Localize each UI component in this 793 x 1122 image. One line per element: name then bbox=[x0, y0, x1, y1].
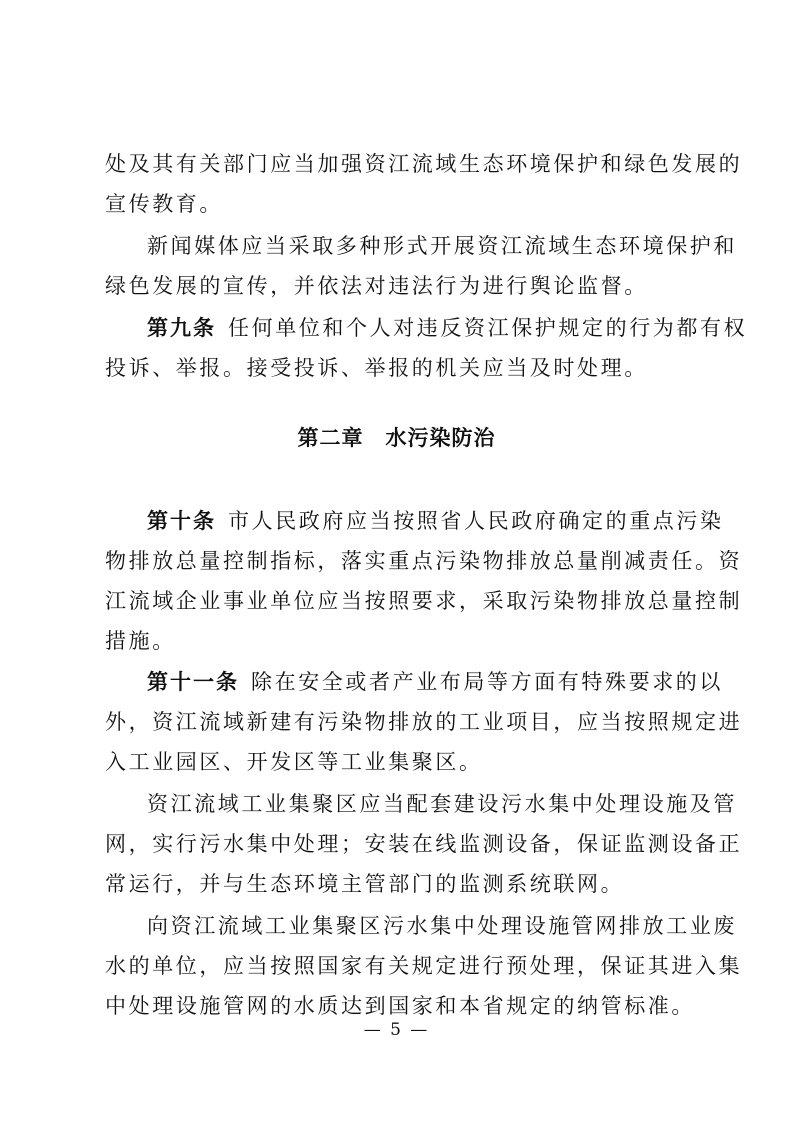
article-9-line: 第九条 任何单位和个人对违反资江保护规定的行为都有权 bbox=[147, 316, 748, 340]
article-number: 第九条 bbox=[147, 316, 216, 340]
body-line: 新闻媒体应当采取多种形式开展资江流域生态环境保护和 bbox=[147, 234, 737, 258]
body-line: 常运行，并与生态环境主管部门的监测系统联网。 bbox=[105, 872, 625, 896]
body-line: 网，实行污水集中处理；安装在线监测设备，保证监测设备正 bbox=[105, 832, 743, 856]
body-line: 处及其有关部门应当加强资江流域生态环境保护和绿色发展的 bbox=[105, 152, 743, 176]
body-line: 中处理设施管网的水质达到国家和本省规定的纳管标准。 bbox=[105, 994, 695, 1018]
article-number: 第十条 bbox=[147, 509, 216, 533]
body-line: 水的单位，应当按照国家有关规定进行预处理，保证其进入集 bbox=[105, 954, 743, 978]
page-number: — 5 — bbox=[363, 1020, 430, 1040]
body-line: 物排放总量控制指标，落实重点污染物排放总量削减责任。资 bbox=[105, 549, 743, 573]
body-line: 宣传教育。 bbox=[105, 192, 223, 216]
body-line: 向资江流域工业集聚区污水集中处理设施管网排放工业废 bbox=[147, 914, 737, 938]
article-number: 第十一条 bbox=[147, 670, 239, 694]
chapter-heading: 第二章 水污染防治 bbox=[297, 426, 496, 450]
body-line: 外，资江流域新建有污染物排放的工业项目，应当按照规定进 bbox=[105, 710, 743, 734]
article-11-line: 第十一条 除在安全或者产业布局等方面有特殊要求的以 bbox=[147, 670, 723, 694]
body-line: 措施。 bbox=[105, 629, 176, 653]
body-line: 入工业园区、开发区等工业集聚区。 bbox=[105, 750, 483, 774]
body-line: 投诉、举报。接受投诉、举报的机关应当及时处理。 bbox=[105, 356, 648, 380]
body-line: 江流域企业事业单位应当按照要求，采取污染物排放总量控制 bbox=[105, 589, 743, 613]
body-line: 绿色发展的宣传，并依法对违法行为进行舆论监督。 bbox=[105, 274, 648, 298]
article-10-line: 第十条 市人民政府应当按照省人民政府确定的重点污染 bbox=[147, 509, 724, 533]
body-line: 资江流域工业集聚区应当配套建设污水集中处理设施及管 bbox=[147, 792, 737, 816]
